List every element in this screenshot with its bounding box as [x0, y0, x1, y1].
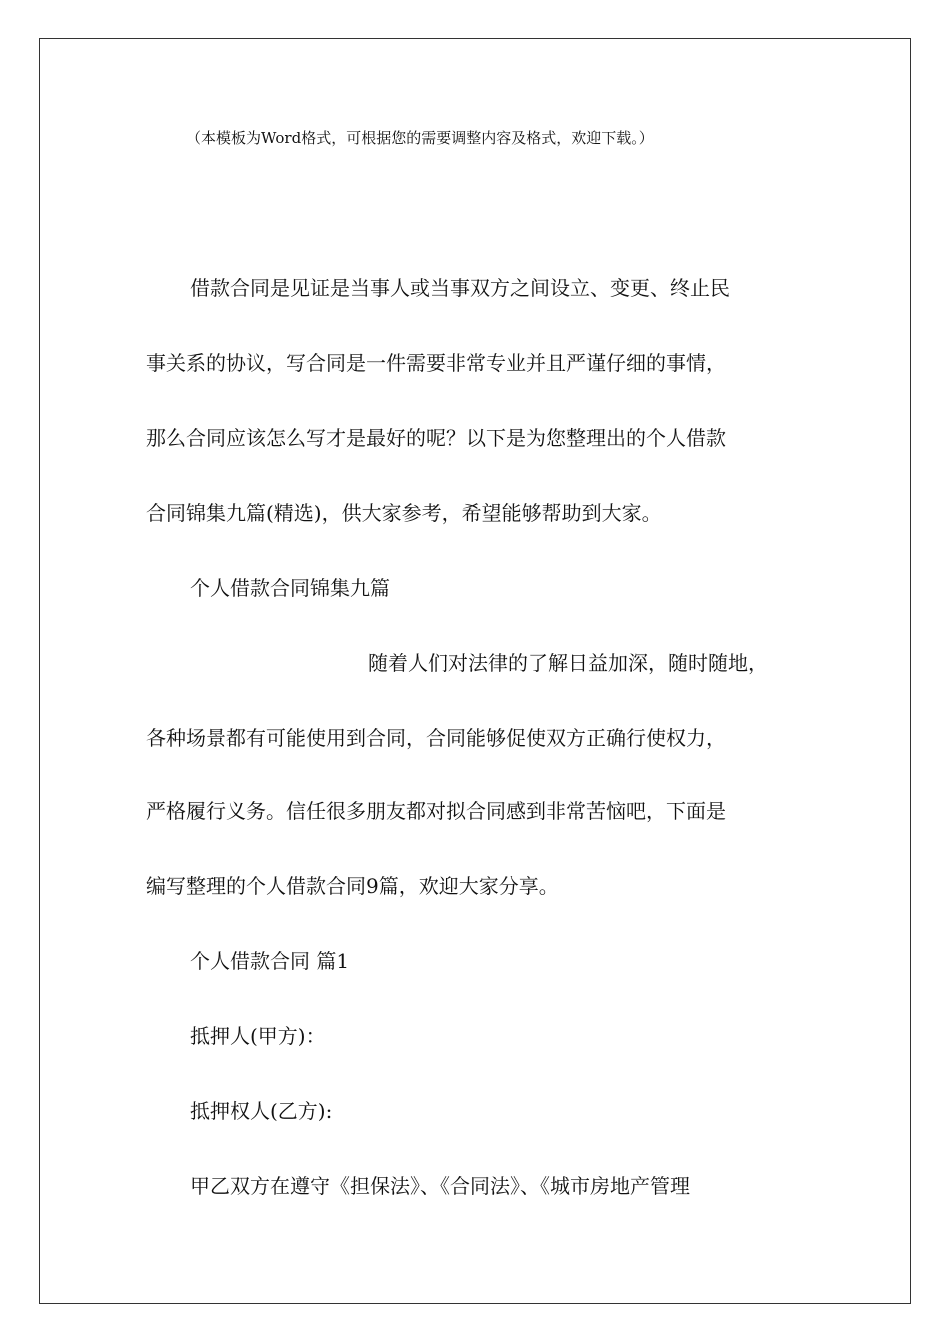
intro-line-2: 事关系的协议，写合同是一件需要非常专业并且严谨仔细的事情， — [146, 351, 726, 375]
section-title: 个人借款合同 篇1 — [190, 949, 350, 973]
intro-line-1: 借款合同是见证是当事人或当事双方之间设立、变更、终止民 — [190, 276, 730, 300]
collection-title: 个人借款合同锦集九篇 — [190, 576, 390, 600]
intro-line-3: 那么合同应该怎么写才是最好的呢？以下是为您整理出的个人借款 — [146, 426, 726, 450]
party-b-label: 抵押权人(乙方): — [190, 1099, 333, 1123]
contract-body-start: 甲乙双方在遵守《担保法》、《合同法》、《城市房地产管理 — [190, 1174, 690, 1198]
preface-line-2: 各种场景都有可能使用到合同，合同能够促使双方正确行使权力， — [146, 726, 726, 750]
intro-line-4: 合同锦集九篇(精选)，供大家参考，希望能够帮助到大家。 — [146, 501, 662, 525]
preface-line-1: 随着人们对法律的了解日益加深，随时随地， — [368, 651, 768, 675]
template-notice: （本模板为Word格式，可根据您的需要调整内容及格式，欢迎下载。） — [186, 129, 654, 147]
party-a-label: 抵押人(甲方)： — [190, 1024, 326, 1048]
preface-line-3: 严格履行义务。信任很多朋友都对拟合同感到非常苦恼吧，下面是 — [146, 799, 726, 823]
preface-line-4: 编写整理的个人借款合同9篇，欢迎大家分享。 — [146, 874, 559, 898]
